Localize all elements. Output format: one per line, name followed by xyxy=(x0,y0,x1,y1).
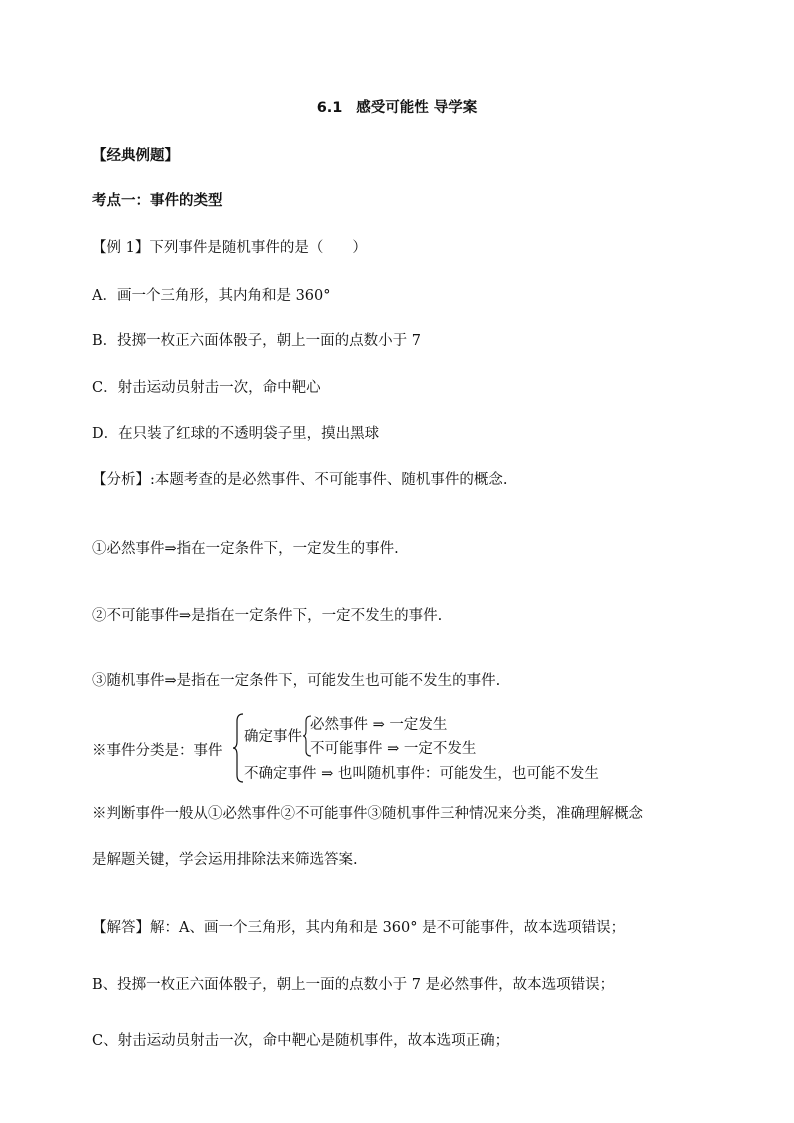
topic-heading: 考点一：事件的类型 xyxy=(92,193,223,209)
big-brace-icon xyxy=(232,713,244,783)
analysis-point-1: ①必然事件⇒指在一定条件下，一定发生的事件. xyxy=(92,541,399,557)
impossible-events: 不可能事件 ⇒ 一定不发生 xyxy=(310,741,477,757)
note-line-2: 是解题关键，学会运用排除法来筛选答案. xyxy=(92,852,358,868)
analysis-point-3: ③随机事件⇒是指在一定条件下，可能发生也可能不发生的事件. xyxy=(92,673,501,689)
answer-line-3: C、射击运动员射击一次，命中靶心是随机事件，故本选项正确； xyxy=(92,1033,510,1049)
classification-label: ※事件分类是：事件 xyxy=(92,743,223,759)
certain-events: 必然事件 ⇒ 一定发生 xyxy=(310,717,448,733)
example-tag: 【例 1】 xyxy=(92,240,150,256)
title-text: 感受可能性 导学案 xyxy=(356,100,478,116)
option-c: C．射击运动员射击一次，命中靶心 xyxy=(92,380,321,396)
section-heading: 【经典例题】 xyxy=(92,148,179,164)
analysis-tag: 【分析】 xyxy=(92,472,150,488)
example-question xyxy=(92,238,367,258)
answer-line-2: B、投掷一枚正六面体骰子，朝上一面的点数小于 7 是必然事件，故本选项错误； xyxy=(92,977,615,993)
option-a: A．画一个三角形，其内角和是 360° xyxy=(92,288,331,304)
answer-line-1-text: 解：A、画一个三角形，其内角和是 360° 是不可能事件，故本选项错误； xyxy=(150,920,626,936)
determinate-events: 确定事件 xyxy=(244,729,302,745)
title-number: 6.1 xyxy=(316,100,343,116)
example-question-text: 下列事件是随机事件的是（ ） xyxy=(149,240,367,256)
random-events: 不确定事件 ⇒ 也叫随机事件：可能发生，也可能不发生 xyxy=(244,766,599,782)
option-d: D．在只装了红球的不透明袋子里，摸出黑球 xyxy=(92,426,380,442)
page-title xyxy=(0,96,794,117)
analysis-point-2: ②不可能事件⇒是指在一定条件下，一定不发生的事件. xyxy=(92,608,443,624)
analysis-intro-text: :本题考查的是必然事件、不可能事件、随机事件的概念. xyxy=(150,472,508,488)
analysis-intro xyxy=(92,470,508,490)
answer-line-1 xyxy=(92,918,625,938)
option-b: B．投掷一枚正六面体骰子，朝上一面的点数小于 7 xyxy=(92,333,421,349)
note-line-1: ※判断事件一般从①必然事件②不可能事件③随机事件三种情况来分类，准确理解概念 xyxy=(92,806,643,822)
answer-tag: 【解答】 xyxy=(92,920,150,936)
